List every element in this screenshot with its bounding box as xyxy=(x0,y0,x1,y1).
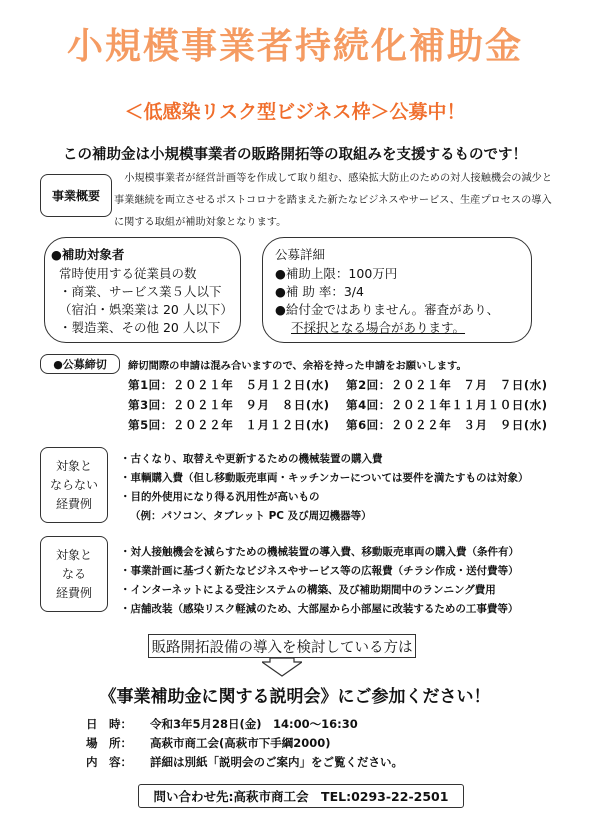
list-item: （例：パソコン、タブレット PC 及び周辺機器等） xyxy=(130,510,372,522)
non-eligible-label xyxy=(40,447,108,523)
eligible-line: 常時使用する従業員の数 xyxy=(59,266,197,281)
deadline-round: 第1回：２０２１年 ５月１２日(水) xyxy=(128,378,330,392)
deadline-note: 締切間際の申請は混み合いますので、余裕を持った申請をお願いします。 xyxy=(128,360,467,372)
list-item: ・対人接触機会を減らすための機械装置の導入費、移動販売車両の購入費（条件有） xyxy=(120,546,519,558)
deadline-round: 第2回：２０２１年 ７月 ７日(水) xyxy=(346,378,548,392)
eligible-heading: ●補助対象者 xyxy=(51,247,125,262)
eligible-costs-label xyxy=(40,536,108,612)
list-item: ・店舗改装（感染リスク軽減のため、大部屋から小部屋に改装するための工事費等） xyxy=(120,603,519,615)
info-value-content: 詳細は別紙「説明会のご案内」をご覧ください。 xyxy=(150,755,403,769)
details-panel xyxy=(262,237,532,343)
info-value-place: 高萩市商工会(高萩市下手綱2000) xyxy=(150,736,331,750)
list-item: ・古くなり、取替えや更新するための機械装置の購入費 xyxy=(120,453,383,465)
overview-text: 小規模事業者が経営計画等を作成して取り組む、感染拡大防止のための対人接触機会の減少と事業継続を両立させるポストコロナを踏まえた新たなビジネスやサービス、生産プロセスの導入に関する取組が補助対象となります。 xyxy=(114,173,553,228)
details-line: ●補助上限：100万円 xyxy=(275,266,398,281)
contact-box: 問い合わせ先:高萩市商工会 TEL:0293-22-2501 xyxy=(138,784,464,808)
label-line: 対象と xyxy=(55,458,92,473)
info-key-place: 場 所： xyxy=(86,736,132,750)
page-title: 小規模事業者持続化補助金 xyxy=(66,26,523,67)
label-line: ならない xyxy=(49,477,98,492)
details-note: 不採択となる場合があります。 xyxy=(291,320,466,335)
deadline-round: 第5回：２０２２年 １月１２日(水) xyxy=(128,418,330,432)
eligible-panel xyxy=(44,237,241,343)
details-line: ●補 助 率：3/4 xyxy=(275,284,364,299)
eligible-costs-list xyxy=(120,543,580,619)
label-line: なる xyxy=(61,566,86,581)
overview-label: 事業概要 xyxy=(40,174,112,217)
list-item: ・車輌購入費（但し移動販売車両・キッチンカーについては要件を満たすものは対象） xyxy=(120,472,529,484)
page-subtitle: ＜低感染リスク型ビジネス枠＞公募中！ xyxy=(124,101,466,123)
deadline-round: 第6回：２０２２年 ３月 ９日(水) xyxy=(346,418,548,432)
info-value-date: 令和3年5月28日(金) 14:00～16:30 xyxy=(150,717,358,731)
down-arrow-icon xyxy=(262,658,302,678)
deadline-round: 第4回：２０２１年１１月１０日(水) xyxy=(346,398,548,412)
callout-box: 販路開拓設備の導入を検討している方は xyxy=(148,634,416,658)
seminar-heading: 《事業補助金に関する説明会》にご参加ください！ xyxy=(99,687,491,707)
non-eligible-list xyxy=(120,450,570,526)
eligible-line: ・製造業、その他 20 人以下 xyxy=(59,320,221,335)
label-line: 経費例 xyxy=(55,585,92,600)
deadline-round: 第3回：２０２１年 ９月 ８日(水) xyxy=(128,398,330,412)
deadline-label: ●公募締切 xyxy=(40,354,120,374)
label-line: 経費例 xyxy=(55,496,92,511)
list-item: ・インターネットによる受注システムの構築、及び補助期間中のランニング費用 xyxy=(120,584,496,596)
eligible-line: （宿泊・娯楽業は 20 人以下） xyxy=(59,302,233,317)
list-item: ・事業計画に基づく新たなビジネスやサービス等の広報費（チラシ作成・送付費等） xyxy=(120,565,519,577)
eligible-line: ・商業、サービス業５人以下 xyxy=(59,284,222,299)
label-line: 対象と xyxy=(55,547,92,562)
info-key-content: 内 容： xyxy=(86,755,132,769)
details-note: ●給付金ではありません。審査があり、 xyxy=(275,302,500,317)
list-item: ・目的外使用になり得る汎用性が高いもの xyxy=(120,491,320,503)
lead-text: この補助金は小規模事業者の販路開拓等の取組みを支援するものです！ xyxy=(63,147,527,163)
details-heading: 公募詳細 xyxy=(275,247,326,262)
info-key-date: 日 時： xyxy=(86,717,132,731)
